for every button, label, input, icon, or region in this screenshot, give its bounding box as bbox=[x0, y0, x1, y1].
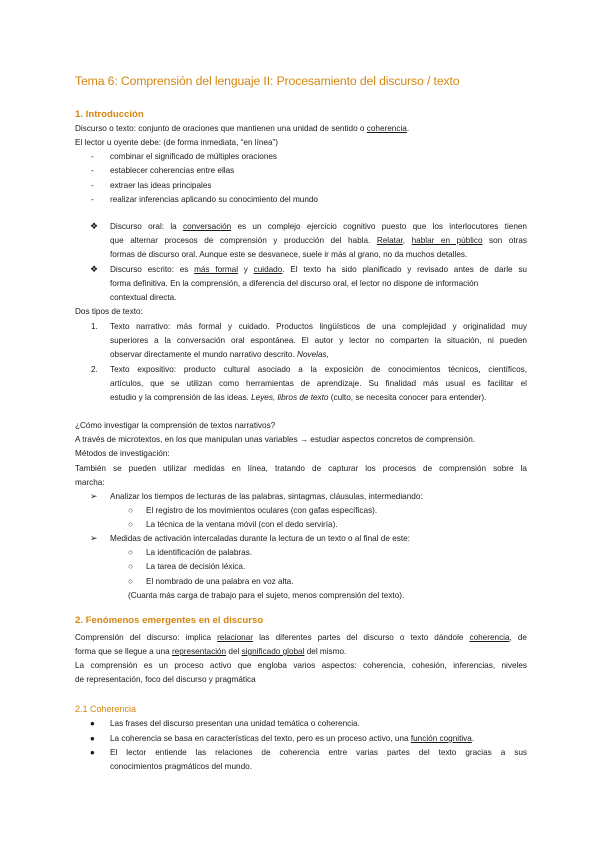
reader-line: El lector u oyente debe: (de forma inmediata, “en línea”) bbox=[75, 138, 278, 147]
dash-marker: - bbox=[91, 152, 94, 161]
list-item: La identificación de palabras. bbox=[146, 548, 253, 557]
expositivo-line-2: artículos, que se utilizan como herramientas de aprendizaje. Su finalidad más usual es facilitar el bbox=[110, 379, 527, 388]
narrativo-line-3: observar directamente el mundo narrativo descrito. Novelas, bbox=[110, 350, 329, 359]
diamond-bullet-icon: ❖ bbox=[90, 221, 99, 231]
oral-line-2: que alternar procesos de comprensión y producción del habla. Relatar, hablar en público son otras bbox=[110, 236, 527, 245]
narrativo-line-1: Texto narrativo: más formal y cuidado. Productos lingüísticos de una complejidad y originalidad muy bbox=[110, 322, 527, 331]
list-item: establecer coherencias entre ellas bbox=[110, 166, 235, 175]
methods-line: Métodos de investigación: bbox=[75, 449, 170, 458]
section-heading-fenomenos: 2. Fenómenos emergentes en el discurso bbox=[75, 615, 264, 626]
arrow-bullet-icon: ➢ bbox=[90, 533, 98, 543]
section-heading-coherencia: 2.1 Coherencia bbox=[75, 704, 137, 714]
process-line-2: de representación, foco del discurso y pragmática bbox=[75, 675, 256, 684]
comprension-line-2: forma que se llegue a una representación del significado global del mismo. bbox=[75, 647, 347, 656]
analysis-line: Analizar los tiempos de lecturas de las palabras, sintagmas, cláusulas, intermediando: bbox=[110, 492, 423, 501]
oral-line-1: Discurso oral: la conversación es un complejo ejercicio cognitivo puesto que los interlocutores tienen bbox=[110, 222, 527, 231]
number-marker: 2. bbox=[91, 365, 98, 374]
list-item: extraer las ideas principales bbox=[110, 181, 212, 190]
list-item: combinar el significado de múltiples oraciones bbox=[110, 152, 278, 161]
circle-bullet-icon: ○ bbox=[128, 562, 133, 571]
list-item-continuation: conocimientos pragmáticos del mundo. bbox=[110, 762, 252, 771]
escrito-line-1: Discurso escrito: es más formal y cuidado. El texto ha sido planificado y revisado antes de darle su bbox=[110, 265, 527, 274]
circle-bullet-icon: ○ bbox=[128, 577, 133, 586]
dash-marker: - bbox=[91, 181, 94, 190]
list-item: Las frases del discurso presentan una unidad temática o coherencia. bbox=[110, 719, 360, 728]
circle-bullet-icon: ○ bbox=[128, 520, 133, 529]
process-line-1: La comprensión es un proceso activo que engloba varios aspectos: coherencia, cohesión, inferencias, niveles bbox=[75, 661, 527, 670]
types-line: Dos tipos de texto: bbox=[75, 307, 143, 316]
section-heading-introduccion: 1. Introducción bbox=[75, 109, 144, 120]
comprension-line-1: Comprensión del discurso: implica relacionar las diferentes partes del discurso o texto dándole coherencia, de bbox=[75, 633, 527, 642]
note-line: (Cuanta más carga de trabajo para el sujeto, menos comprensión del texto). bbox=[128, 591, 405, 600]
online-line-1: También se pueden utilizar medidas en línea, tratando de capturar los procesos de comprensión sobre la bbox=[75, 464, 527, 473]
circle-bullet-icon: ○ bbox=[128, 548, 133, 557]
list-item: La técnica de la ventana móvil (con el dedo serviría). bbox=[146, 520, 338, 529]
diamond-bullet-icon: ❖ bbox=[90, 264, 99, 274]
escrito-line-2: forma definitiva. En la comprensión, a diferencia del discurso oral, el lector no dispone de información bbox=[110, 279, 479, 288]
oral-line-3: formas de discurso oral. Aunque este se desvanece, suele ir más al grano, no da muchos detalles. bbox=[110, 250, 468, 259]
list-item: La tarea de decisión léxica. bbox=[146, 562, 246, 571]
bullet-icon: ● bbox=[90, 734, 95, 743]
list-item: realizar inferencias aplicando su conocimiento del mundo bbox=[110, 195, 318, 204]
microtext-line: A través de microtextos, en los que manipulan unas variables → estudiar aspectos concretos de comprensión. bbox=[75, 435, 476, 444]
arrow-bullet-icon: ➢ bbox=[90, 491, 98, 501]
activation-line: Medidas de activación intercaladas durante la lectura de un texto o al final de este: bbox=[110, 534, 410, 543]
definition-line: Discurso o texto: conjunto de oraciones que mantienen una unidad de sentido o coherencia. bbox=[75, 124, 410, 133]
question-line: ¿Cómo investigar la comprensión de textos narrativos? bbox=[75, 421, 276, 430]
circle-bullet-icon: ○ bbox=[128, 506, 133, 515]
bullet-icon: ● bbox=[90, 748, 95, 757]
dash-marker: - bbox=[91, 195, 94, 204]
bullet-icon: ● bbox=[90, 719, 95, 728]
online-line-2: marcha: bbox=[75, 478, 105, 487]
expositivo-line-1: Texto expositivo: producto cultural asociado a la exposición de conocimientos técnicos, científicos, bbox=[110, 365, 527, 374]
narrativo-line-2: superiores a la conversación oral espontánea. El autor y lector no comparten la situación, ni pueden bbox=[110, 336, 527, 345]
list-item: El nombrado de una palabra en voz alta. bbox=[146, 577, 294, 586]
escrito-line-3: contextual directa. bbox=[110, 293, 177, 302]
page-title: Tema 6: Comprensión del lenguaje II: Procesamiento del discurso / texto bbox=[75, 74, 460, 88]
list-item: La coherencia se basa en características del texto, pero es un proceso activo, una función cognitiva. bbox=[110, 734, 475, 743]
number-marker: 1. bbox=[91, 322, 98, 331]
dash-marker: - bbox=[91, 166, 94, 175]
list-item: El lector entiende las relaciones de coherencia entre varias partes del texto gracias a sus bbox=[110, 748, 527, 757]
expositivo-line-3: estudio y la comprensión de las ideas. Leyes, libros de texto (culto, se necesita conocer para entender). bbox=[110, 393, 487, 402]
list-item: El registro de los movimientos oculares (con gafas específicas). bbox=[146, 506, 378, 515]
